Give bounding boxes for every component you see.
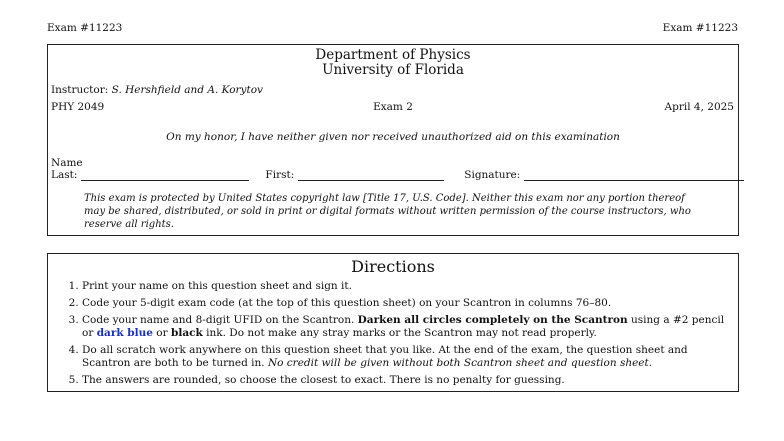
direction-item-4: 4. Do all scratch work anywhere on this question sheet that you like. At the end of the exam, the question sheet and Scantron are both to be turned in. No credit will be given without both Scantron sheet and question sheet.: [82, 344, 734, 370]
honor-pledge: On my honor, I have neither given nor received unauthorized aid on this examination: [166, 131, 620, 143]
first-label: First:: [265, 169, 295, 181]
cover-box: [47, 44, 739, 236]
directions-box: [47, 253, 739, 392]
black-ink: black: [170, 327, 203, 339]
darken-circles-emphasis: Darken all circles completely on the Scantron: [357, 314, 628, 326]
direction-item-2: 2. Code your 5-digit exam code (at the top of this question sheet) on your Scantron in columns 76–80.: [82, 297, 734, 310]
direction-item-5: 5. The answers are rounded, so choose the closest to exact. There is no penalty for guessing.: [82, 374, 734, 387]
direction-item-1: 1. Print your name on this question sheet and sign it.: [82, 280, 734, 293]
last-name-line[interactable]: [81, 170, 249, 181]
exam-code-left: Exam #11223: [47, 22, 123, 34]
institution-heading: [48, 48, 738, 78]
exam-code-right: Exam #11223: [662, 22, 738, 34]
first-name-line[interactable]: [298, 170, 444, 181]
name-label: Name: [51, 157, 83, 169]
course-code: PHY 2049: [51, 101, 105, 113]
direction-item-3: 3. Code your name and 8-digit UFID on the Scantron. Darken all circles completely on the Scantron using a #2 pencil or dark blue or black ink. Do not make any stray marks or the Scantron may not read properly.: [82, 314, 734, 340]
copyright-notice: This exam is protected by United States copyright law [Title 17, U.S. Code]. Neither this exam nor any portion thereof may be shared, distributed, or sold in print or digital formats without written permission of the course instructors, who reserve all rights.: [84, 193, 691, 230]
instructor-label: Instructor:: [51, 84, 109, 96]
exam-name: Exam 2: [373, 101, 413, 113]
university-name: University of Florida: [322, 62, 464, 78]
instructor-names: S. Hershfield and A. Korytov: [111, 84, 263, 96]
dark-blue-ink: dark blue: [96, 327, 153, 339]
signature-line[interactable]: [524, 170, 744, 181]
directions-list: [48, 280, 734, 391]
department-name: Department of Physics: [315, 47, 471, 63]
exam-date: April 4, 2025: [664, 101, 734, 113]
last-label: Last:: [51, 169, 78, 181]
name-fields-row: [51, 169, 735, 181]
directions-title: Directions: [351, 257, 435, 276]
instructor-line: [51, 84, 263, 96]
signature-label: Signature:: [464, 169, 521, 181]
